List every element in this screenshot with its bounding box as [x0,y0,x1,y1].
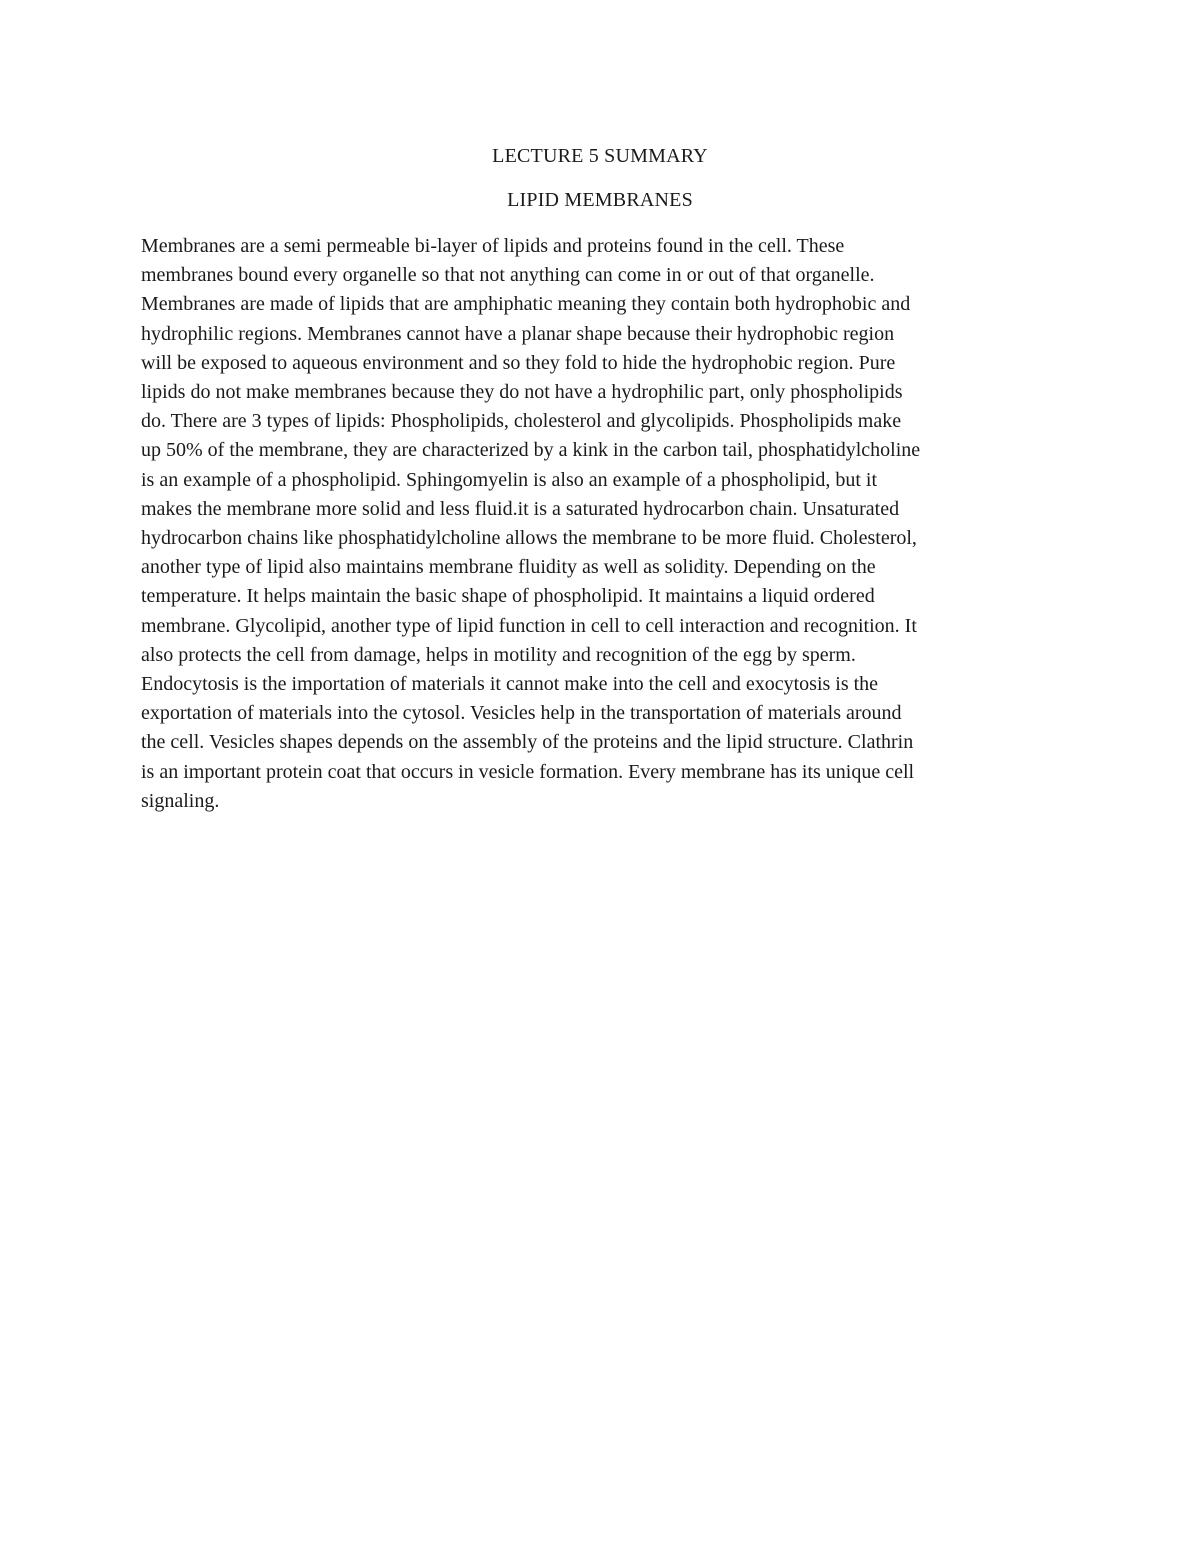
document-subtitle: LIPID MEMBRANES [507,189,693,211]
paragraph-line: another type of lipid also maintains membrane fluidity as well as solidity. Depending on the [141,556,876,579]
paragraph-line: is an example of a phospholipid. Sphingomyelin is also an example of a phospholipid, but it [141,468,878,491]
paragraph-line: temperature. It helps maintain the basic shape of phospholipid. It maintains a liquid ordered [141,585,875,608]
paragraph-line: exportation of materials into the cytosol. Vesicles help in the transportation of materials around [141,702,902,725]
paragraph-line: lipids do not make membranes because they do not have a hydrophilic part, only phospholipids [141,381,903,404]
document-title: LECTURE 5 SUMMARY [492,145,708,167]
paragraph-line: membranes bound every organelle so that not anything can come in or out of that organelle. [141,264,875,287]
paragraph-line: makes the membrane more solid and less fluid.it is a saturated hydrocarbon chain. Unsaturated [141,497,900,520]
paragraph-line: signaling. [141,789,220,812]
paragraph-line: will be exposed to aqueous environment and so they fold to hide the hydrophobic region. Pure [141,351,896,374]
paragraph-line: do. There are 3 types of lipids: Phospholipids, cholesterol and glycolipids. Phospholipids make [141,410,902,433]
body-paragraph [141,232,1071,816]
paragraph-line: is an important protein coat that occurs in vesicle formation. Every membrane has its unique cell [141,760,915,783]
paragraph-line: also protects the cell from damage, helps in motility and recognition of the egg by sperm. [141,643,856,666]
paragraph-line: Membranes are a semi permeable bi-layer of lipids and proteins found in the cell. These [141,235,845,257]
paragraph-line: the cell. Vesicles shapes depends on the assembly of the proteins and the lipid structure. Clathrin [141,731,914,754]
paragraph-line: hydrophilic regions. Membranes cannot have a planar shape because their hydrophobic region [141,322,895,345]
paragraph-line: membrane. Glycolipid, another type of lipid function in cell to cell interaction and recognition. It [141,614,917,637]
paragraph-line: Endocytosis is the importation of materials it cannot make into the cell and exocytosis is the [141,673,879,696]
paragraph-line: hydrocarbon chains like phosphatidylcholine allows the membrane to be more fluid. Cholesterol, [141,527,917,550]
paragraph-line: up 50% of the membrane, they are characterized by a kink in the carbon tail, phosphatidylcholine [141,439,921,462]
paragraph-line: Membranes are made of lipids that are amphiphatic meaning they contain both hydrophobic and [141,293,911,316]
